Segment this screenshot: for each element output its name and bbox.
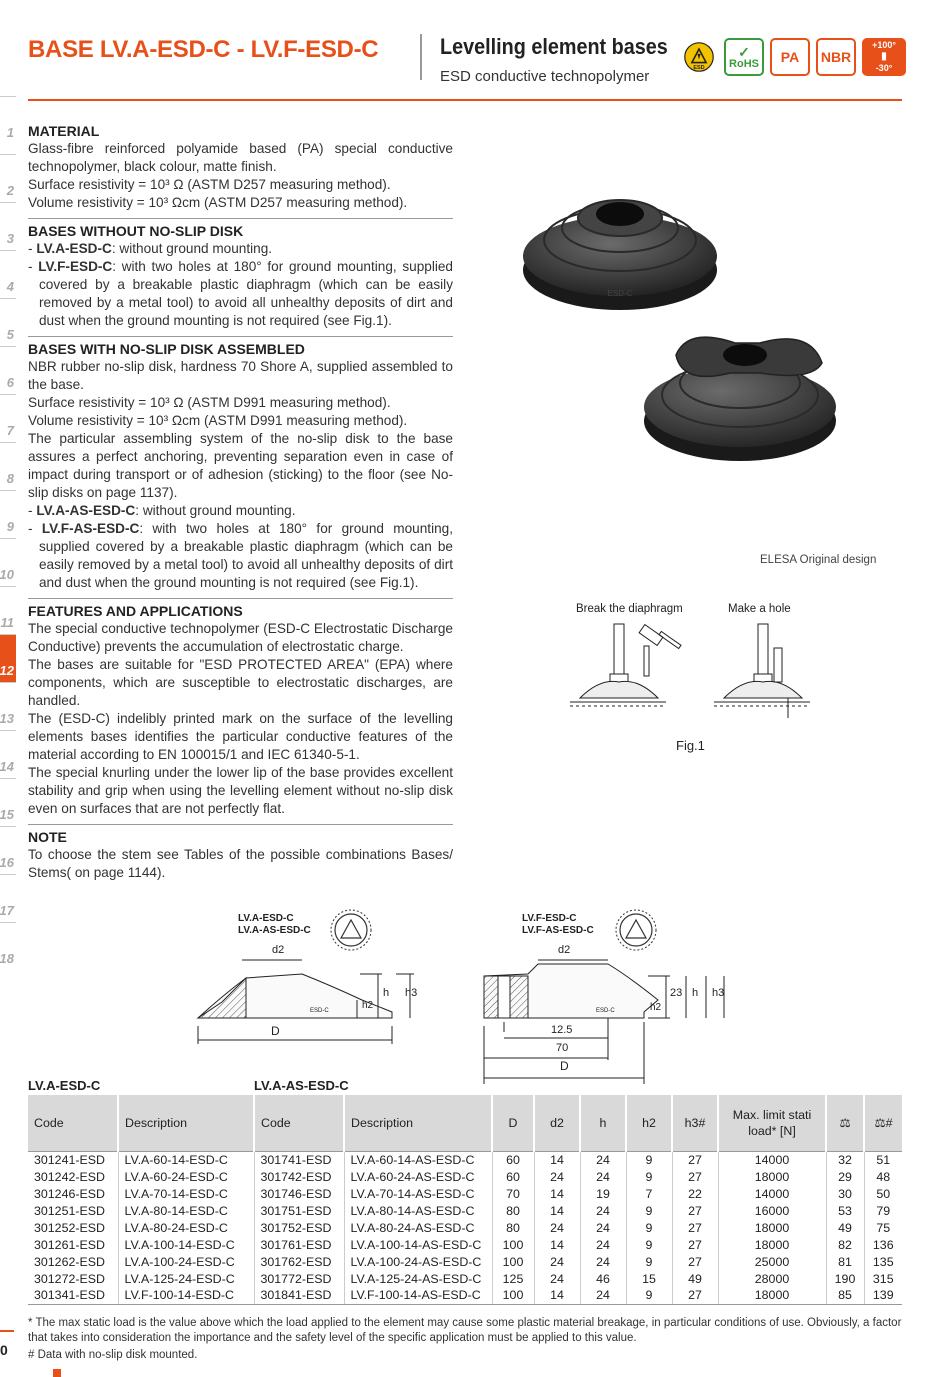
section-heading: NOTE (28, 829, 67, 845)
table-cell: 27 (672, 1168, 718, 1185)
table-row (28, 1185, 902, 1202)
table-cell: 9 (626, 1202, 672, 1219)
table-group-label-a: LV.A-ESD-C (28, 1078, 101, 1093)
product-table (28, 1095, 902, 1305)
table-cell: 9 (626, 1151, 672, 1168)
section-divider (28, 598, 453, 599)
product-photo-base-without-disk (520, 178, 720, 313)
page-title: BASE LV.A-ESD-C - LV.F-ESD-C (28, 36, 379, 63)
col-header: Code (28, 1095, 118, 1151)
dim-d2-f: d2 (558, 944, 571, 956)
table-cell: 79 (876, 1203, 891, 1218)
table-cell: 301341-ESD (28, 1287, 118, 1304)
section-heading: BASES WITHOUT NO-SLIP DISK (28, 223, 244, 239)
dim-h2-a: h2 (362, 1000, 374, 1011)
table-cell: 15 (626, 1270, 672, 1287)
title-divider (420, 34, 422, 80)
dim-h3-a: h3 (405, 987, 418, 999)
side-tab-4[interactable]: 4 (0, 250, 16, 298)
table-cell: 70 (492, 1185, 534, 1202)
dim-D-a: D (271, 1024, 280, 1038)
table-cell: 9 (626, 1236, 672, 1253)
section-heading: FEATURES AND APPLICATIONS (28, 603, 243, 619)
table-cell: 27 (672, 1202, 718, 1219)
table-cell: 9 (626, 1253, 672, 1270)
table-cell: LV.A-60-24-ESD-C (118, 1168, 254, 1185)
side-tab-2[interactable]: 2 (0, 154, 16, 202)
table-header-row (28, 1095, 902, 1151)
table-group-label-b: LV.A-AS-ESD-C (254, 1078, 349, 1093)
list-item: - LV.A-ESD-C: without ground mounting. (28, 241, 273, 256)
fig1-illustration (560, 600, 830, 760)
col-header: h (580, 1095, 626, 1151)
table-cell: 32 (826, 1151, 864, 1168)
side-tab-1[interactable]: 1 (0, 96, 16, 144)
table-cell: 51 (864, 1151, 902, 1168)
table-cell: LV.A-80-24-ESD-C (118, 1219, 254, 1236)
table-cell: 16000 (718, 1202, 826, 1219)
svg-text:ESD-C: ESD-C (607, 289, 633, 298)
table-cell: 24 (580, 1236, 626, 1253)
table-cell: 301751-ESD (254, 1202, 344, 1219)
table-cell: LV.F-100-14-AS-ESD-C (344, 1287, 492, 1304)
table-cell: 24 (534, 1270, 580, 1287)
table-cell: LV.A-100-24-ESD-C (118, 1253, 254, 1270)
table-cell: 301252-ESD (28, 1219, 118, 1236)
drawing-a-label-2: LV.A-AS-ESD-C (238, 925, 311, 936)
table-cell: 49 (826, 1219, 864, 1236)
svg-text:ESD-C: ESD-C (596, 1008, 615, 1014)
table-row (28, 1151, 902, 1168)
nbr-badge: NBR (816, 38, 856, 76)
dim-d2-a: d2 (272, 944, 285, 956)
table-cell: 24 (580, 1202, 626, 1219)
without-disk-section (28, 222, 453, 332)
description-column (28, 122, 453, 884)
footnotes (28, 1316, 902, 1363)
table-cell: LV.A-70-14-ESD-C (118, 1185, 254, 1202)
table-cell: 82 (826, 1236, 864, 1253)
table-cell: 14 (534, 1236, 580, 1253)
table-cell: 301262-ESD (28, 1253, 118, 1270)
table-cell: 24 (580, 1287, 626, 1304)
table-cell: 30 (826, 1185, 864, 1202)
table-cell: LV.A-100-14-ESD-C (118, 1236, 254, 1253)
table-cell: LV.A-70-14-AS-ESD-C (344, 1185, 492, 1202)
page-subtitle: Levelling element bases (440, 34, 668, 59)
col-header: h3# (672, 1095, 718, 1151)
table-cell: 28000 (718, 1270, 826, 1287)
page-marker (53, 1369, 61, 1377)
table-cell: 125 (492, 1270, 534, 1287)
section-divider (28, 336, 453, 337)
with-disk-section: BASES WITH NO-SLIP DISK ASSEMBLED NBR rubber no-slip disk, hardness 70 Shore A, supplied assembled to the base. Surface resistivity = 10³ Ω (ASTM D991 measuring method). Volume resistivity = 10³ Ωcm (ASTM D991 measuring method). The particular assembling system of the no-slip disk to the base assures a perfect anchoring, preventing separation even in case of impact during transport or of adhesion (sticking) to the floor (see No-slip disks on page 1137). - LV.A-AS-ESD-C: without ground mounting. - LV.F-AS-ESD-C: with two holes at 180° for ground mounting, supplied covered by a breakable plastic diaphragm (which can be easily removed by a metal tool) to avoid all unhealthy deposits of dirt and dust when the ground mounting is not required (see Fig.1). (28, 341, 453, 590)
table-cell: 53 (826, 1202, 864, 1219)
table-cell: 80 (492, 1202, 534, 1219)
table-cell: 139 (864, 1287, 902, 1304)
svg-text:ESD: ESD (693, 64, 705, 71)
note-section: NOTE To choose the stem see Tables of the possible combinations Bases/ Stems( on page 1144). (28, 829, 453, 880)
dim-h2-f: h2 (650, 1002, 662, 1013)
table-cell: 7 (626, 1185, 672, 1202)
col-header: Max. limit stati load* [N] (718, 1095, 826, 1151)
table-cell: 14 (534, 1185, 580, 1202)
weight-icon: ⚖# (864, 1095, 902, 1151)
table-cell: 18000 (718, 1168, 826, 1185)
table-cell: 14 (534, 1287, 580, 1304)
footnote-no-slip: # Data with no-slip disk mounted. (28, 1349, 198, 1361)
section-divider (28, 824, 453, 825)
table-cell: 24 (534, 1219, 580, 1236)
table-cell: 24 (580, 1168, 626, 1185)
table-row (28, 1168, 902, 1185)
table-cell: LV.A-60-14-ESD-C (118, 1151, 254, 1168)
table-cell: LV.A-80-24-AS-ESD-C (344, 1219, 492, 1236)
table-cell: 14000 (718, 1185, 826, 1202)
table-cell: 100 (492, 1236, 534, 1253)
drawing-a-section (192, 956, 432, 1046)
table-row (28, 1236, 902, 1253)
drawing-a-label-1: LV.A-ESD-C (238, 913, 294, 924)
esd-warning-icon (325, 908, 377, 953)
table-cell: 315 (872, 1271, 894, 1286)
dim-h-f: h (692, 987, 699, 999)
side-tab-12[interactable]: 12 (0, 634, 16, 682)
col-header: d2 (534, 1095, 580, 1151)
table-cell: 27 (672, 1253, 718, 1270)
table-cell: 100 (492, 1253, 534, 1270)
table-cell: 100 (492, 1287, 534, 1304)
table-cell: LV.A-60-14-AS-ESD-C (344, 1151, 492, 1168)
fig1-caption: Fig.1 (676, 738, 705, 753)
table-cell: 27 (672, 1236, 718, 1253)
table-cell: 46 (580, 1270, 626, 1287)
fig1-label-hole: Make a hole (728, 603, 791, 615)
table-cell: 9 (626, 1287, 672, 1304)
table-cell: 301272-ESD (28, 1270, 118, 1287)
table-cell: 49 (672, 1270, 718, 1287)
table-cell: 50 (876, 1186, 891, 1201)
dim-23: 23 (670, 987, 683, 999)
table-cell: 19 (580, 1185, 626, 1202)
rohs-badge: ✓ RoHS (724, 38, 764, 76)
table-cell: 301242-ESD (28, 1168, 118, 1185)
check-icon: ✓ (738, 43, 750, 60)
dim-12-5: 12.5 (551, 1024, 573, 1036)
badge-row (680, 38, 906, 76)
drawing-f-label-2: LV.F-AS-ESD-C (522, 925, 594, 936)
side-tab-17[interactable]: 17 (0, 874, 16, 922)
table-cell: 301841-ESD (254, 1287, 344, 1304)
table-cell: LV.A-125-24-AS-ESD-C (344, 1270, 492, 1287)
side-tab-3[interactable]: 3 (0, 202, 16, 250)
dim-h-a: h (383, 987, 390, 999)
section-heading: BASES WITH NO-SLIP DISK ASSEMBLED (28, 341, 305, 357)
table-cell: 301741-ESD (254, 1151, 344, 1168)
table-cell: 75 (876, 1220, 891, 1235)
header-rule (28, 99, 902, 101)
table-cell: 301261-ESD (28, 1236, 118, 1253)
image-caption: ELESA Original design (760, 554, 877, 566)
table-cell: 301251-ESD (28, 1202, 118, 1219)
page-number: 0 (0, 1342, 8, 1358)
section-heading: MATERIAL (28, 123, 100, 139)
table-row (28, 1253, 902, 1270)
side-tab-15[interactable]: 15 (0, 778, 16, 826)
table-cell: LV.A-80-14-AS-ESD-C (344, 1202, 492, 1219)
thermometer-icon: ▮ (881, 51, 887, 62)
table-cell: LV.F-100-14-ESD-C (118, 1287, 254, 1304)
table-cell: 85 (826, 1287, 864, 1304)
drawing-f-label-1: LV.F-ESD-C (522, 913, 577, 924)
col-header: D (492, 1095, 534, 1151)
material-section: MATERIAL Glass-fibre reinforced polyamide based (PA) special conductive technopolymer, black colour, matte finish. Surface resistivity = 10³ Ω (ASTM D257 measuring method). Volume resistivity = 10³ Ωcm (ASTM D257 measuring method). (28, 123, 453, 210)
esd-warning-icon (610, 908, 662, 953)
col-header: Description (344, 1095, 492, 1151)
table-row (28, 1219, 902, 1236)
list-item: - LV.F-AS-ESD-C: with two holes at 180° for ground mounting, supplied covered by a breakable plastic diaphragm (which can be easily removed by a metal tool) to avoid all unhealthy deposits of dirt and dust when the ground mounting is not required (see Fig.1). (28, 521, 453, 590)
table-cell: 14 (534, 1202, 580, 1219)
pa-badge: PA (770, 38, 810, 76)
page-subtitle-material: ESD conductive technopolymer (440, 68, 650, 85)
table-cell: 9 (626, 1219, 672, 1236)
side-tab-9[interactable]: 9 (0, 490, 16, 538)
section-divider (28, 218, 453, 219)
table-cell: 301752-ESD (254, 1219, 344, 1236)
table-cell: 24 (580, 1151, 626, 1168)
side-tab-11[interactable]: 11 (0, 586, 16, 634)
table-cell: 27 (672, 1287, 718, 1304)
drawing-f-section (478, 956, 748, 1086)
table-cell: 48 (876, 1169, 891, 1184)
fig1-drawing (560, 618, 830, 748)
table-cell: 135 (872, 1254, 894, 1269)
col-header: h2 (626, 1095, 672, 1151)
table-cell: LV.A-100-14-AS-ESD-C (344, 1236, 492, 1253)
table-cell: 18000 (718, 1219, 826, 1236)
table-cell: 301246-ESD (28, 1185, 118, 1202)
dim-70: 70 (556, 1042, 569, 1054)
side-tab-18[interactable]: 18 (0, 922, 16, 970)
table-cell: 81 (826, 1253, 864, 1270)
table-cell: 24 (580, 1219, 626, 1236)
table-cell: 27 (672, 1151, 718, 1168)
weight-icon: ⚖ (826, 1095, 864, 1151)
table-cell: 136 (872, 1237, 894, 1252)
table-cell: 301762-ESD (254, 1253, 344, 1270)
table-row (28, 1270, 902, 1287)
col-header: Description (118, 1095, 254, 1151)
table-cell: 27 (672, 1219, 718, 1236)
table-cell: 80 (492, 1219, 534, 1236)
side-tab-14[interactable]: 14 (0, 730, 16, 778)
table-cell: 301241-ESD (28, 1151, 118, 1168)
side-tab-6[interactable]: 6 (0, 346, 16, 394)
list-item: - LV.F-ESD-C: with two holes at 180° for ground mounting, supplied covered by a breakable plastic diaphragm (which can be easily removed by a metal tool) to avoid all unhealthy deposits of dirt and dust when the ground mounting is not required (see Fig.1). (28, 259, 453, 328)
side-tab-7[interactable]: 7 (0, 394, 16, 442)
side-tab-13[interactable]: 13 (0, 682, 16, 730)
side-tab-10[interactable]: 10 (0, 538, 16, 586)
table-cell: 22 (672, 1185, 718, 1202)
fig1-label-break: Break the diaphragm (576, 603, 683, 615)
table-cell: 18000 (718, 1236, 826, 1253)
table-cell: 29 (826, 1168, 864, 1185)
table-cell: 9 (626, 1168, 672, 1185)
features-section: FEATURES AND APPLICATIONS The special conductive technopolymer (ESD-C Electrostatic Discharge Conductive) prevents the accumulation of electrostatic charge. The bases are suitable for "ESD PROTECTED AREA" (EPA) where components, which are susceptible to electrostatic discharges, are handled. The (ESD-C) indelibly printed mark on the surface of the levelling elements bases identifies the particular conductive features of the material according to EN 100015/1 and IEC 61340-5-1. The special knurling under the lower lip of the base provides excellent stability and grip when using the levelling element without no-slip disk even on surfaces that are not perfectly flat. (28, 603, 453, 816)
dim-h3-f: h3 (712, 987, 725, 999)
table-cell: LV.A-60-24-AS-ESD-C (344, 1168, 492, 1185)
esd-icon (680, 38, 718, 76)
page-header (28, 28, 902, 100)
table-row (28, 1287, 902, 1304)
table-cell: 14 (534, 1151, 580, 1168)
temperature-badge: +100° ▮ -30° (862, 38, 906, 76)
table-cell: 301772-ESD (254, 1270, 344, 1287)
side-tab-16[interactable]: 16 (0, 826, 16, 874)
list-item: - LV.A-AS-ESD-C: without ground mounting. (28, 503, 296, 518)
table-row (28, 1202, 902, 1219)
table-cell: 24 (580, 1253, 626, 1270)
table-cell: 190 (826, 1270, 864, 1287)
table-cell: LV.A-100-24-AS-ESD-C (344, 1253, 492, 1270)
dim-D-f: D (560, 1059, 569, 1073)
footnote-static-load: * The max static load is the value above which the load applied to the element may cause some plastic material breakage, in particular conditions of use. Obviously, a factor that takes into consideration the importance and the safety level of the specific application must be applied to this value. (28, 1317, 902, 1344)
table-cell: LV.A-125-24-ESD-C (118, 1270, 254, 1287)
table-cell: 301746-ESD (254, 1185, 344, 1202)
table-cell: 60 (492, 1168, 534, 1185)
table-cell: 301742-ESD (254, 1168, 344, 1185)
col-header: Code (254, 1095, 344, 1151)
table-cell: 18000 (718, 1287, 826, 1304)
table-cell: 14000 (718, 1151, 826, 1168)
table-cell: 301761-ESD (254, 1236, 344, 1253)
table-cell: 25000 (718, 1253, 826, 1270)
table-cell: LV.A-80-14-ESD-C (118, 1202, 254, 1219)
side-tab-8[interactable]: 8 (0, 442, 16, 490)
svg-text:ESD-C: ESD-C (310, 1008, 329, 1014)
table-cell: 24 (534, 1253, 580, 1270)
product-photo-base-with-holes (640, 325, 840, 465)
side-tab-5[interactable]: 5 (0, 298, 16, 346)
table-cell: 60 (492, 1151, 534, 1168)
page-number-rule (0, 1330, 14, 1332)
table-cell: 24 (534, 1168, 580, 1185)
